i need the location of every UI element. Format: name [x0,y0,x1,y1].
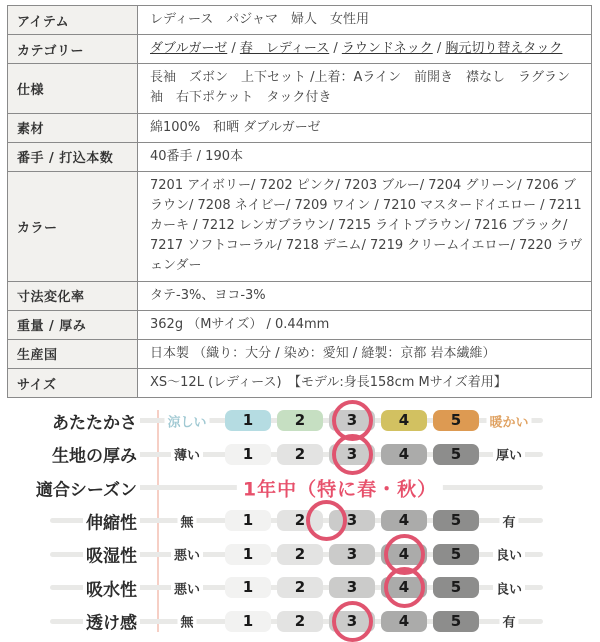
rating-row-label: 吸湿性 [83,542,140,567]
spec-row-label: カテゴリー [8,35,138,64]
link-separator: / [329,41,342,57]
scale-max-label: 暖かい [486,411,531,430]
rating-box-2: 2 [277,410,323,431]
scale-min-label: 悪い [171,578,203,597]
spec-row-value [138,35,592,64]
rating-box-3: 3 [329,611,375,632]
spec-value-text: 日本製 （織り：大分 / 染め：愛知 / 縫製：京都 岩本繊維） [150,345,496,361]
rating-box-5: 5 [433,444,479,465]
spec-row-value [138,368,592,397]
spec-row [8,64,592,113]
spec-row-value [138,339,592,368]
rating-box-2: 2 [277,444,323,465]
category-link[interactable]: ダブルガーゼ [150,41,228,57]
rating-box-4: 4 [381,544,427,565]
rating-box-5: 5 [433,544,479,565]
spec-row-label: カラー [8,171,138,281]
category-link[interactable]: ラウンドネック [341,41,433,57]
spec-row [8,171,592,281]
spec-table-body [8,6,592,398]
scale-max-label: 良い [493,545,525,564]
rating-box-1: 1 [225,544,271,565]
rating-row-label: あたたかさ [49,408,140,433]
spec-value-text: レディース パジャマ 婦人 女性用 [150,12,370,27]
rating-box-5: 5 [433,510,479,531]
spec-row-value [138,281,592,310]
spec-row [8,6,592,35]
spec-row-value [138,113,592,142]
rating-box-1: 1 [225,444,271,465]
scale-max-label: 有 [499,612,518,631]
rating-row-label: 適合シーズン [33,475,140,500]
rating-row-label: 透け感 [83,609,140,634]
link-separator: / [432,41,446,57]
scale-min-label: 薄い [171,445,203,464]
spec-value-text: XS～12L (レディース) 【モデル:身長158cm Mサイズ着用】 [150,374,507,390]
spec-row [8,113,592,142]
scale-min-label: 涼しい [164,411,209,430]
spec-row-label: アイテム [8,6,138,35]
rating-box-3: 3 [329,577,375,598]
spec-value-text: 7201 アイボリー/ 7202 ピンク/ 7203 ブルー/ 7204 グリーン/ 7206 ブラウン/ 7208 ネイビー/ 7209 ワイン / 7210 マスタードイエロー / 7211 カーキ / 7212 レンガブラウン/ 7215 ライトブラウン/ 7216 ブラック/ 7217 ソフトコーラル/ 7218 デニム/ 7219 クリームイエロー/ 7220 ラヴェンダー [150,177,583,274]
spec-row [8,339,592,368]
spec-row [8,310,592,339]
spec-row-label: 重量 / 厚み [8,310,138,339]
scale-max-label: 有 [499,511,518,530]
rating-box-1: 1 [225,577,271,598]
category-link[interactable]: 春 レディース [239,41,330,57]
spec-value-text: 綿100% 和晒 ダブルガーゼ [150,119,321,135]
spec-row [8,142,592,171]
rating-box-5: 5 [433,410,479,431]
spec-row-value [138,142,592,171]
rating-row [0,438,600,471]
spec-value-text: 40番手 / 190本 [150,148,243,164]
rating-row-label: 伸縮性 [83,508,140,533]
spec-row-label: サイズ [8,368,138,397]
spec-row-value [138,6,592,35]
rating-chart [0,404,600,638]
selected-rating-circle [306,500,347,541]
spec-row [8,368,592,397]
spec-row [8,35,592,64]
rating-box-1: 1 [225,510,271,531]
scale-min-label: 無 [177,612,196,631]
rating-box-4: 4 [381,611,427,632]
scale-max-label: 良い [493,578,525,597]
rating-row-label: 生地の厚み [49,442,140,467]
spec-row-value [138,64,592,113]
selected-rating-circle [384,567,425,608]
scale-min-label: 悪い [171,545,203,564]
rating-box-1: 1 [225,410,271,431]
rating-row [0,538,600,571]
scale-max-label: 厚い [493,445,525,464]
spec-row-label: 番手 / 打込本数 [8,142,138,171]
rating-box-4: 4 [381,510,427,531]
rating-row [0,504,600,537]
rating-row [0,471,600,504]
spec-table [7,5,592,398]
rating-row-label: 吸水性 [83,575,140,600]
rating-box-2: 2 [277,544,323,565]
spec-row-value [138,171,592,281]
rating-box-2: 2 [277,510,323,531]
scale-min-label: 無 [177,511,196,530]
spec-row-label: 仕様 [8,64,138,113]
season-annotation: 1年中（特に春・秋） [237,474,443,501]
spec-row-label: 寸法変化率 [8,281,138,310]
spec-row [8,281,592,310]
category-link[interactable]: 胸元切り替えタック [445,41,563,57]
spec-row-label: 生産国 [8,339,138,368]
rating-box-3: 3 [329,444,375,465]
rating-row [0,604,600,637]
rating-box-3: 3 [329,510,375,531]
rating-row [0,571,600,604]
spec-value-text: タテ-3%、ヨコ-3% [150,287,266,303]
spec-row-label: 素材 [8,113,138,142]
rating-row [0,404,600,437]
rating-box-3: 3 [329,544,375,565]
rating-box-5: 5 [433,577,479,598]
rating-box-5: 5 [433,611,479,632]
link-separator: / [227,41,240,57]
rating-box-4: 4 [381,577,427,598]
rating-box-4: 4 [381,444,427,465]
rating-box-2: 2 [277,611,323,632]
spec-value-text: 362g （Mサイズ） / 0.44mm [150,316,330,332]
spec-row-value [138,310,592,339]
rating-box-1: 1 [225,611,271,632]
selected-rating-circle [332,434,373,475]
rating-box-2: 2 [277,577,323,598]
rating-box-3: 3 [329,410,375,431]
rating-box-4: 4 [381,410,427,431]
spec-value-text: 長袖 ズボン 上下セット /上着：Aライン 前開き 襟なし ラグラン袖 右下ポケット タック付き [150,70,571,106]
